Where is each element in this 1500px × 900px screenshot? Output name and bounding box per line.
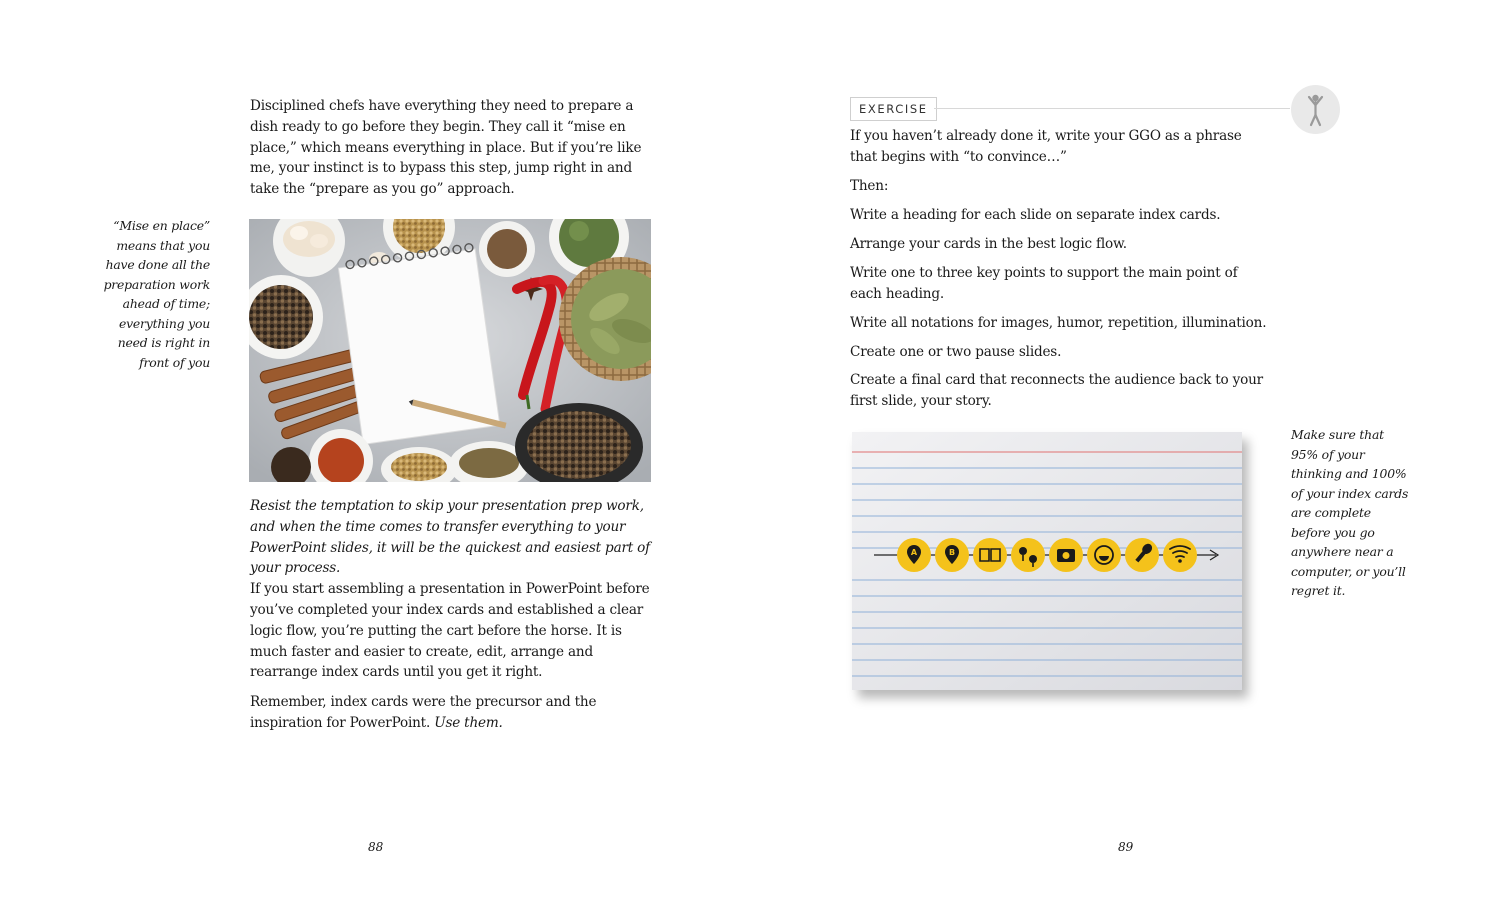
exercise-step: Write all notations for images, humor, repetition, illumination. bbox=[850, 314, 1267, 331]
exercise-step: Create one or two pause slides. bbox=[850, 343, 1062, 360]
right-sidenote: Make sure that 95% of your thinking and 100% of your index cards are complete before you go anywhere near a computer, or you’ll regret it. bbox=[1291, 427, 1409, 598]
exercise-label: EXERCISE bbox=[850, 97, 937, 121]
exercise-rule bbox=[934, 108, 1290, 109]
wifi-icon bbox=[1163, 538, 1197, 572]
book-icon bbox=[973, 538, 1007, 572]
exercise-instructions bbox=[850, 126, 1270, 420]
exercise-header bbox=[850, 97, 1290, 121]
exercise-then: Then: bbox=[850, 177, 889, 194]
intro-paragraph-block bbox=[250, 96, 650, 209]
svg-text:B: B bbox=[948, 548, 956, 557]
a-pin-icon bbox=[897, 538, 931, 572]
left-body-block bbox=[250, 496, 654, 743]
microphone-icon bbox=[1125, 538, 1159, 572]
exercise-intro: If you haven’t already done it, write your GGO as a phrase that begins with “to convince…” bbox=[850, 128, 1242, 165]
index-card-image bbox=[852, 432, 1242, 690]
b-pin-icon bbox=[935, 538, 969, 572]
exercise-step: Create a final card that reconnects the audience back to your first slide, your story. bbox=[850, 372, 1263, 410]
spice-photo bbox=[249, 219, 651, 482]
italic-lead: Resist the temptation to skip your presentation prep work, and when the time comes to transfer everything to your PowerPoint slides, it will be the quickest and easiest part of your process. bbox=[250, 498, 650, 577]
svg-text:A: A bbox=[910, 548, 918, 557]
exercise-step: Write one to three key points to support the main point of each heading. bbox=[850, 264, 1238, 302]
map-pins-icon bbox=[1011, 538, 1045, 572]
intro-paragraph: Disciplined chefs have everything they need to prepare a dish ready to go before they begin. They call it “mise en place,” which means everything in place. But if you’re like me, your instinct is to bypass this step, jump right in and take the “prepare as you go” approach. bbox=[250, 98, 642, 198]
page-number-left: 88 bbox=[368, 840, 384, 854]
laugh-icon bbox=[1087, 538, 1121, 572]
page-number-right: 89 bbox=[1118, 840, 1134, 854]
remember-paragraph bbox=[250, 692, 654, 734]
camera-icon bbox=[1049, 538, 1083, 572]
remember-text: Remember, index cards were the precursor and the inspiration for PowerPoint. bbox=[250, 694, 597, 731]
exercise-step: Arrange your cards in the best logic flow. bbox=[850, 235, 1127, 252]
remember-italic: Use them. bbox=[434, 714, 503, 731]
spice-photo-illustration bbox=[249, 219, 651, 482]
stick-figure-icon bbox=[1291, 85, 1340, 134]
exercise-step: Write a heading for each slide on separate index cards. bbox=[850, 206, 1221, 223]
left-sidenote: “Mise en place” means that you have done all the preparation work ahead of time; everything you need is right in front of you bbox=[103, 218, 210, 370]
body-paragraph: If you start assembling a presentation in PowerPoint before you’ve completed your index cards and established a clear logic flow, you’re putting the cart before the horse. It is much faster and easier to create, edit, arrange and rearrange index cards until you get it right. bbox=[250, 581, 650, 681]
